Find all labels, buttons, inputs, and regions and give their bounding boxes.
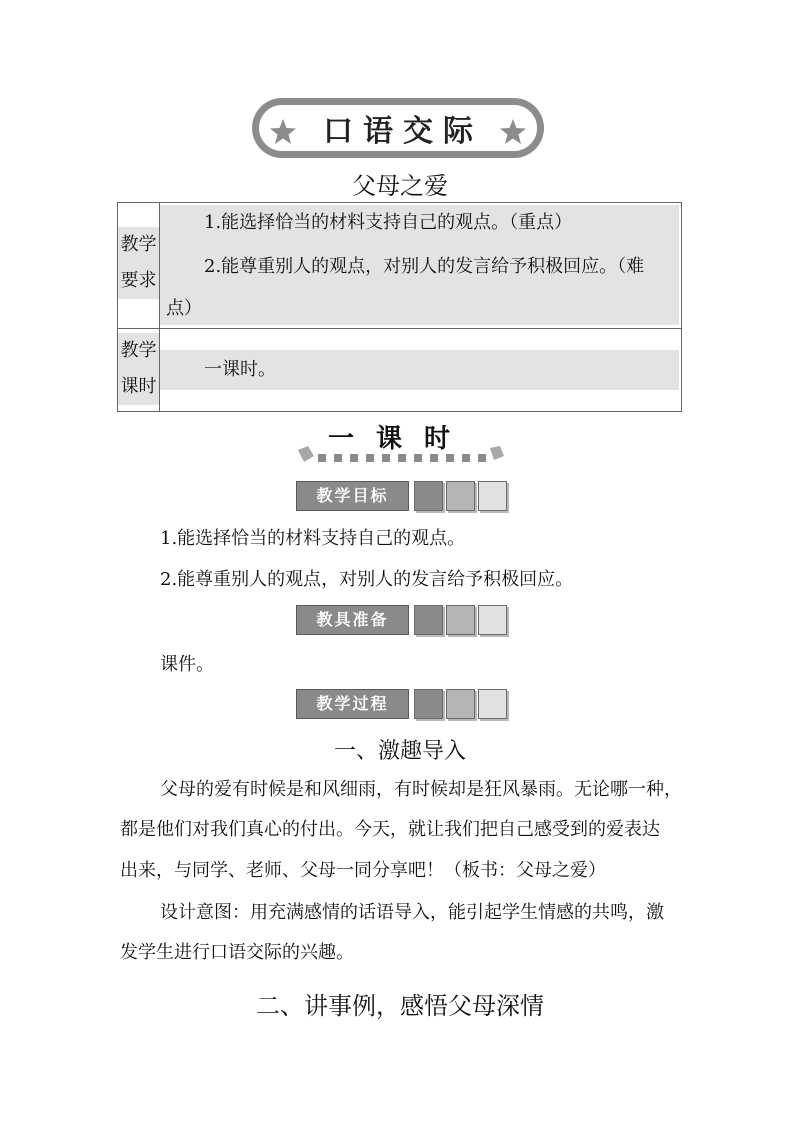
objective-1: 1.能选择恰当的材料支持自己的观点。 [160, 528, 466, 549]
part1-para1-line1: 父母的爱有时候是和风细雨，有时候却是狂风暴雨。无论哪一种， [160, 779, 682, 800]
title-banner [252, 98, 544, 158]
part1-para1-line3: 出来，与同学、老师、父母一同分享吧！（板书：父母之爱） [120, 860, 606, 881]
hours-label: 教学 课时 [118, 333, 159, 405]
banner-title: 口语交际 [323, 114, 483, 149]
part1-para2-line2: 发学生进行口语交际的兴趣。 [120, 942, 354, 963]
part2-heading: 二、讲事例，感悟父母深情 [256, 992, 544, 1020]
requirements-label: 教学 要求 [118, 227, 159, 299]
requirement-1: 1.能选择恰当的材料支持自己的观点。（重点） [204, 212, 573, 233]
lesson-heading: 一课时 [327, 424, 472, 454]
part1-para2-line1: 设计意图：用充满感情的话语导入，能引起学生情感的共鸣，激 [160, 902, 664, 923]
star-right-icon [499, 118, 527, 146]
objective-2: 2.能尊重别人的观点，对别人的发言给予积极回应。 [160, 569, 574, 590]
star-left-icon [269, 118, 297, 146]
hours-value: 一课时。 [204, 359, 276, 380]
dashed-divider [296, 444, 506, 468]
part1-heading: 一、激趣导入 [333, 739, 466, 764]
requirement-2-line2: 点） [166, 298, 202, 319]
part1-para1-line2: 都是他们对我们真心的付出。今天，就让我们把自己感受到的爱表达 [120, 819, 660, 840]
lesson-info-table [117, 202, 682, 412]
requirement-2-line1: 2.能尊重别人的观点，对别人的发言给予积极回应。（难 [204, 256, 645, 277]
page-subtitle: 父母之爱 [352, 172, 448, 200]
prep-text: 课件。 [160, 654, 214, 675]
